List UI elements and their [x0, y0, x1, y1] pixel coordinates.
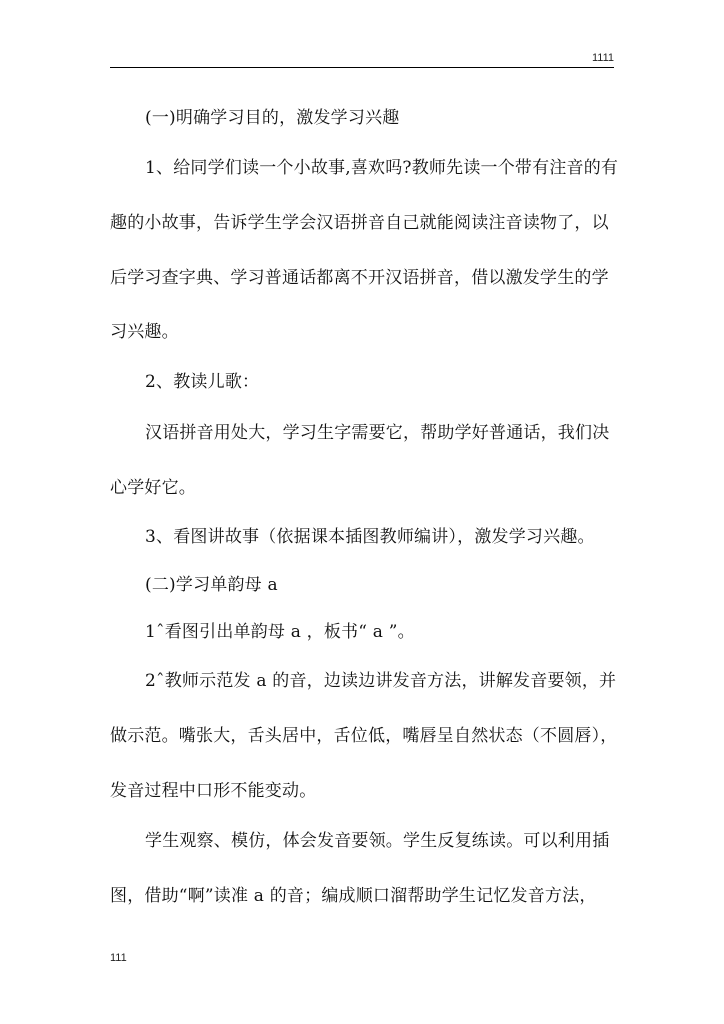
- paragraph-line: 发音过程中口形不能变动。: [110, 781, 317, 801]
- paragraph-line: 趣的小故事，告诉学生学会汉语拼音自己就能阅读注音读物了，以: [110, 213, 609, 233]
- header-divider: [110, 67, 614, 68]
- paragraph-line: 1ˆ看图引出单韵母 a ，板书“ a ”。: [145, 622, 415, 642]
- section-heading-1: (一)明确学习目的，激发学习兴趣: [145, 108, 400, 128]
- header-page-number: 1111: [591, 52, 614, 64]
- paragraph-line: 3、看图讲故事（依据课本插图教师编讲），激发学习兴趣。: [145, 527, 595, 547]
- paragraph-line: 做示范。嘴张大，舌头居中，舌位低，嘴唇呈自然状态（不圆唇），: [110, 726, 618, 746]
- paragraph-line: 2、教读儿歌：: [145, 372, 260, 392]
- paragraph-line: 2ˆ教师示范发 a 的音，边读边讲发音方法，讲解发音要领，并: [145, 671, 617, 691]
- paragraph-line: 汉语拼音用处大，学习生字需要它，帮助学好普通话，我们决: [145, 423, 610, 443]
- paragraph-line: 学生观察、模仿，体会发音要领。学生反复练读。可以利用插: [145, 831, 610, 851]
- paragraph-line: 1、给同学们读一个小故事,喜欢吗?教师先读一个带有注音的有: [145, 158, 619, 178]
- paragraph-line: 后学习查字典、学习普通话都离不开汉语拼音，借以激发学生的学: [110, 268, 609, 288]
- paragraph-line: 心学好它。: [110, 478, 196, 498]
- footer-page-number: 111: [110, 952, 127, 964]
- paragraph-line: 习兴趣。: [110, 322, 179, 342]
- section-heading-2: (二)学习单韵母 a: [145, 575, 278, 595]
- paragraph-line: 图，借助“啊”读准 a 的音；编成顺口溜帮助学生记忆发音方法，: [110, 886, 597, 906]
